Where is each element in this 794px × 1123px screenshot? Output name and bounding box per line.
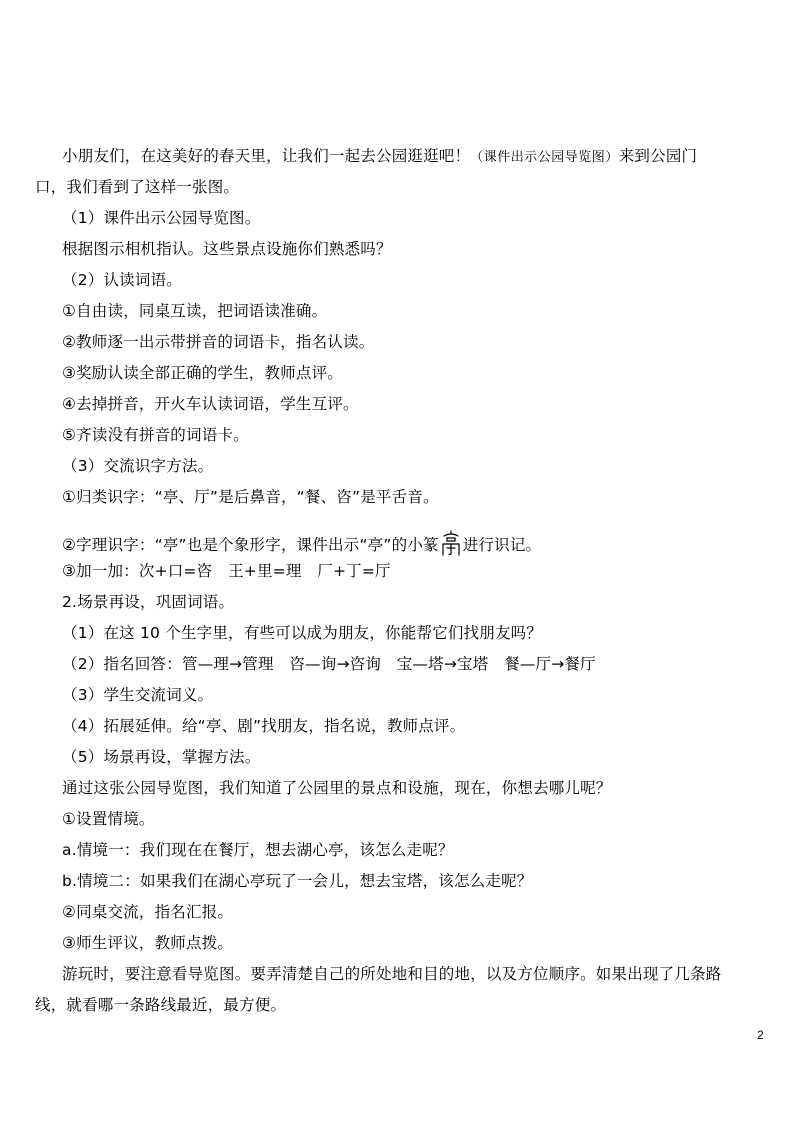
paragraph-line: ④去掉拼音，开火车认读词语，学生互评。 [62,395,359,413]
text-run: 进行识记。 [462,536,542,554]
paragraph-line: a.情境一：我们现在在餐厅，想去湖心亭，该怎么走呢？ [62,841,454,859]
paragraph-line: （3）交流识字方法。 [62,457,214,475]
paragraph-line: （3）学生交流词义。 [62,686,214,704]
text-run-small: （课件出示公园导览图） [470,150,619,165]
paragraph-line: ③师生评议，教师点拨。 [62,934,234,952]
paragraph-line: ①设置情境。 [62,810,155,828]
paragraph-line: （5）场景再设，掌握方法。 [62,748,261,766]
paragraph-line: ②教师逐一出示带拼音的词语卡，指名认读。 [62,333,375,351]
paragraph-line: ③奖励认读全部正确的学生，教师点评。 [62,364,343,382]
paragraph-line: 2.场景再设，巩固词语。 [62,593,235,611]
paragraph-line: 根据图示相机指认。这些景点设施你们熟悉吗？ [62,240,392,258]
paragraph-line [62,146,697,168]
paragraph-line [62,530,541,556]
paragraph-line: b.情境二：如果我们在湖心亭玩了一会儿，想去宝塔，该怎么走呢？ [62,872,533,890]
paragraph-line: ③加一加：次+口=咨 王+里=理 厂+丁=厅 [62,562,391,580]
text-run: 来到公园门 [618,147,698,165]
paragraph-line: （1）课件出示公园导览图。 [62,209,261,227]
paragraph-line: 口，我们看到了这样一张图。 [35,178,240,196]
text-run: 小朋友们，在这美好的春天里，让我们一起去公园逛逛吧！ [62,147,471,165]
paragraph-line: ①自由读，同桌互读，把词语读准确。 [62,302,328,320]
paragraph-line: （2）指名回答：管—理→管理 咨—询→咨询 宝—塔→宝塔 餐—厅→餐厅 [62,655,596,673]
paragraph-line: （2）认读词语。 [62,271,182,289]
paragraph-line: （1）在这 10 个生字里，有些可以成为朋友，你能帮它们找朋友吗？ [62,624,543,642]
paragraph-line: 通过这张公园导览图，我们知道了公园里的景点和设施，现在，你想去哪儿呢？ [62,779,612,797]
paragraph-line: 线，就看哪一条路线最近，最方便。 [35,996,287,1014]
paragraph-line: ②同桌交流，指名汇报。 [62,903,234,921]
text-run: ②字理识字：“亭”也是个象形字，课件出示“亭”的小篆 [62,536,439,554]
paragraph-line: 游玩时，要注意看导览图。要弄清楚自己的所处地和目的地，以及方位顺序。如果出现了几条路 [62,965,722,983]
ancient-seal-script-ting-icon [440,530,462,556]
paragraph-line: ⑤齐读没有拼音的词语卡。 [62,426,249,444]
page-number: 2 [757,1028,764,1042]
paragraph-line: （4）拓展延伸。给“亭、剧”找朋友，指名说，教师点评。 [62,717,466,735]
paragraph-line: ①归类识字：“亭、厅”是后鼻音，“餐、咨”是平舌音。 [62,488,439,506]
